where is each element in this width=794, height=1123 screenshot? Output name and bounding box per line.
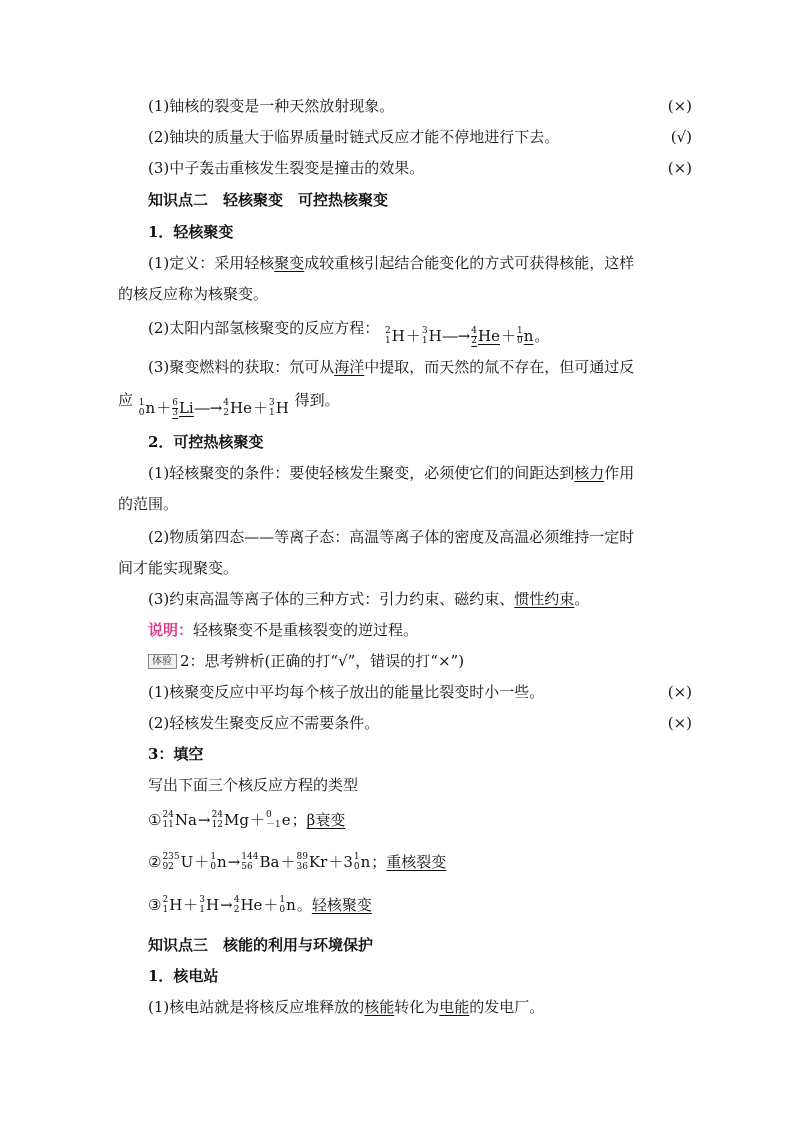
blank-answer: 海洋 xyxy=(334,358,365,376)
note: 说明：轻核聚变不是重核裂变的逆过程。 xyxy=(148,621,419,639)
reaction-type-answer: 轻核聚变 xyxy=(311,896,372,914)
reaction-1: ① 24 11 Na → 24 12 Mg ＋ 0 －1 e ； β衰变 xyxy=(148,810,346,830)
answer-mark: (×) xyxy=(667,714,692,732)
exp-item-1: (1)核聚变反应中平均每个核子放出的能量比裂变时小一些。 (×) xyxy=(148,683,692,701)
sun-equation: 2 1 H ＋ 3 1 H ―→ 4 2 He ＋ 1 0 n 。 xyxy=(385,326,550,346)
fill-intro: 写出下面三个核反应方程的类型 xyxy=(148,776,359,794)
fusion-condition: (1)轻核聚变的条件：要使轻核发生聚变，必须使它们的间距达到核力作用 xyxy=(148,464,635,482)
fusion-condition-cont: 的范围。 xyxy=(118,495,179,513)
blank-answer: 电能 xyxy=(439,998,470,1016)
nuclide-h3: 3 1 H xyxy=(421,326,442,346)
reaction-type-answer: 重核裂变 xyxy=(386,853,447,871)
blank-answer: 惯性约束 xyxy=(514,590,575,608)
fuel-source-cont: 应 1 0 n ＋ 6 3 Li ―→ 4 2 He ＋ 3 1 H 得到。 xyxy=(118,391,340,418)
tritium-equation: 1 0 n ＋ 6 3 Li ―→ 4 2 He ＋ 3 1 H xyxy=(138,398,289,418)
experience-heading: 体验 2：思考辨析(正确的打“√”，错误的打“×”) xyxy=(118,651,464,671)
blank-answer: 核能 xyxy=(364,998,395,1016)
plasma-state-cont: 间才能实现聚变。 xyxy=(118,559,239,577)
reaction-type-answer: β衰变 xyxy=(306,811,346,829)
blank-answer: 核力 xyxy=(574,464,605,482)
answer-mark: (√) xyxy=(670,128,692,146)
item-text: (2)铀块的质量大于临界质量时链式反应才能不停地进行下去。 xyxy=(148,128,560,146)
nuclide-n1: 1 0 n xyxy=(517,326,534,346)
fusion-definition: (1)定义：采用轻核聚变成较重核引起结合能变化的方式可获得核能，这样 xyxy=(148,254,635,272)
answer-mark: (×) xyxy=(667,159,692,177)
section-title-3: 知识点三 核能的利用与环境保护 xyxy=(148,936,374,954)
reaction-arrow: ―→ xyxy=(442,327,471,345)
plasma-state: (2)物质第四态——等离子态：高温等离子体的密度及高温必须维持一定时 xyxy=(148,528,635,546)
answer-mark: (×) xyxy=(667,683,692,701)
subsection-npp: 1．核电站 xyxy=(148,967,219,985)
nuclide-he4: 4 2 He xyxy=(471,326,500,346)
top-item-1 xyxy=(118,96,692,116)
fuel-source: (3)聚变燃料的获取：氘可从海洋中提取，而天然的氚不存在，但可通过反 xyxy=(148,358,635,376)
reaction-2: ② 235 92 U ＋ 1 0 n → 144 56 Ba ＋ 89 36 Kr ＋ 3 1 0 n ； 重核裂变 xyxy=(148,852,447,872)
confinement-methods: (3)约束高温等离子体的三种方式：引力约束、磁约束、惯性约束。 xyxy=(148,590,590,608)
subsection-controlled-fusion: 2．可控热核聚变 xyxy=(148,433,264,451)
top-item-3 xyxy=(118,158,692,178)
top-item-2 xyxy=(118,127,692,147)
sun-reaction: (2)太阳内部氢核聚变的反应方程： 2 1 H ＋ 3 1 H ―→ 4 2 He ＋ 1 0 n 。 xyxy=(148,319,550,346)
answer-mark: (×) xyxy=(667,97,692,115)
npp-definition: (1)核电站就是将核反应堆释放的核能转化为电能的发电厂。 xyxy=(148,998,545,1016)
fusion-definition-cont: 的核反应称为核聚变。 xyxy=(118,285,269,303)
item-text: (3)中子轰击重核发生裂变是撞击的效果。 xyxy=(148,159,425,177)
section-title-2: 知识点二 轻核聚变 可控热核聚变 xyxy=(148,191,389,209)
exp-item-2: (2)轻核发生聚变反应不需要条件。 (×) xyxy=(148,714,692,732)
subsection-fusion: 1．轻核聚变 xyxy=(148,223,234,241)
reaction-3: ③ 2 1 H ＋ 3 1 H → 4 2 He ＋ 1 0 n 。 轻核聚变 xyxy=(148,895,372,915)
experience-badge: 体验 xyxy=(148,654,177,669)
note-label: 说明： xyxy=(148,621,194,639)
blank-answer: 聚变 xyxy=(274,254,305,272)
item-text: (1)铀核的裂变是一种天然放射现象。 xyxy=(148,97,395,115)
fill-title: 3：填空 xyxy=(148,745,204,763)
nuclide-h2: 2 1 H xyxy=(385,326,405,346)
